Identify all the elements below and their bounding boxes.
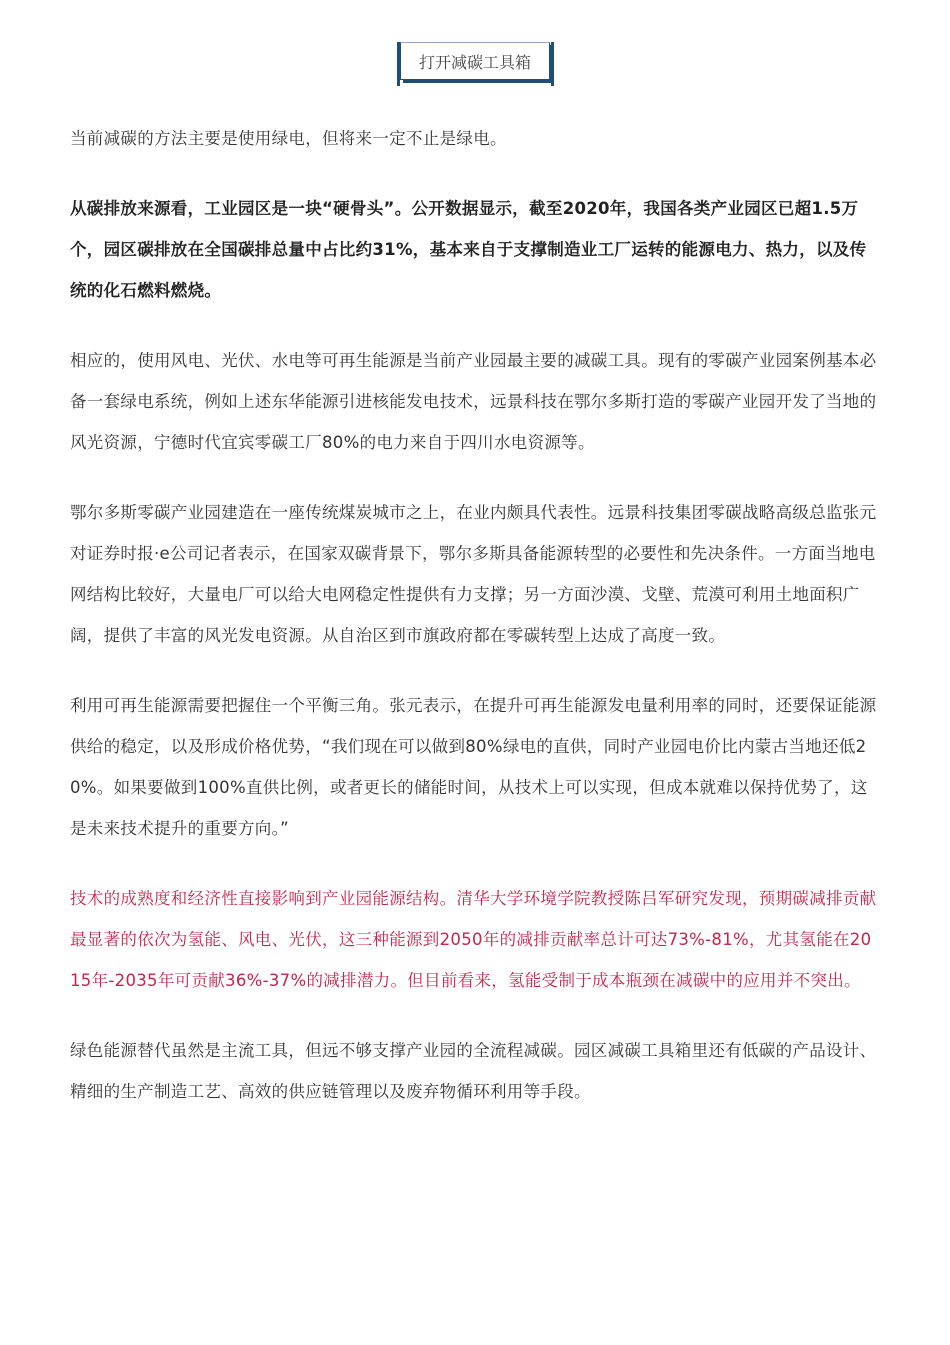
paragraph-highlight-hydrogen: 技术的成熟度和经济性直接影响到产业园能源结构。清华大学环境学院教授陈吕军研究发现，预期碳减排贡献最显著的依次为氢能、风电、光伏，这三种能源到2050年的减排贡献率总计可达73%-81%，尤其氢能在2015年-2035年可贡献36%-37%的减排潜力。但目前看来，氢能受制于成本瓶颈在减碳中的应用并不突出。	[70, 889, 877, 990]
paragraph-ordos: 鄂尔多斯零碳产业园建造在一座传统煤炭城市之上，在业内颇具代表性。远景科技集团零碳战略高级总监张元对证券时报·e公司记者表示，在国家双碳背景下，鄂尔多斯具备能源转型的必要性和先决条件。一方面当地电网结构比较好，大量电厂可以给大电网稳定性提供有力支撑；另一方面沙漠、戈壁、荒漠可利用土地面积广阔，提供了丰富的风光发电资源。从自治区到市旗政府都在零碳转型上达成了高度一致。	[70, 503, 877, 645]
paragraph-renewables: 相应的，使用风电、光伏、水电等可再生能源是当前产业园最主要的减碳工具。现有的零碳产业园案例基本必备一套绿电系统，例如上述东华能源引进核能发电技术，远景科技在鄂尔多斯打造的零碳产业园开发了当地的风光资源，宁德时代宜宾零碳工厂80%的电力来自于四川水电资源等。	[70, 351, 877, 452]
paragraph-balance-triangle: 利用可再生能源需要把握住一个平衡三角。张元表示，在提升可再生能源发电量利用率的同时，还要保证能源供给的稳定，以及形成价格优势，“我们现在可以做到80%绿电的直供，同时产业园电价比内蒙古当地还低20%。如果要做到100%直供比例，或者更长的储能时间，从技术上可以实现，但成本就难以保持优势了，这是未来技术提升的重要方向。”	[70, 696, 877, 838]
section-title: 打开减碳工具箱	[400, 42, 550, 80]
article-body	[70, 118, 882, 1112]
paragraph-toolbox: 绿色能源替代虽然是主流工具，但远不够支撑产业园的全流程减碳。园区减碳工具箱里还有低碳的产品设计、精细的生产制造工艺、高效的供应链管理以及废弃物循环利用等手段。	[70, 1041, 877, 1101]
paragraph-bold-emissions: 从碳排放来源看，工业园区是一块“硬骨头”。公开数据显示，截至2020年，我国各类产业园区已超1.5万个，园区碳排放在全国碳排总量中占比约31%，基本来自于支撑制造业工厂运转的能源电力、热力，以及传统的化石燃料燃烧。	[70, 199, 867, 300]
section-header	[0, 42, 950, 80]
paragraph-intro: 当前减碳的方法主要是使用绿电，但将来一定不止是绿电。	[70, 129, 507, 148]
